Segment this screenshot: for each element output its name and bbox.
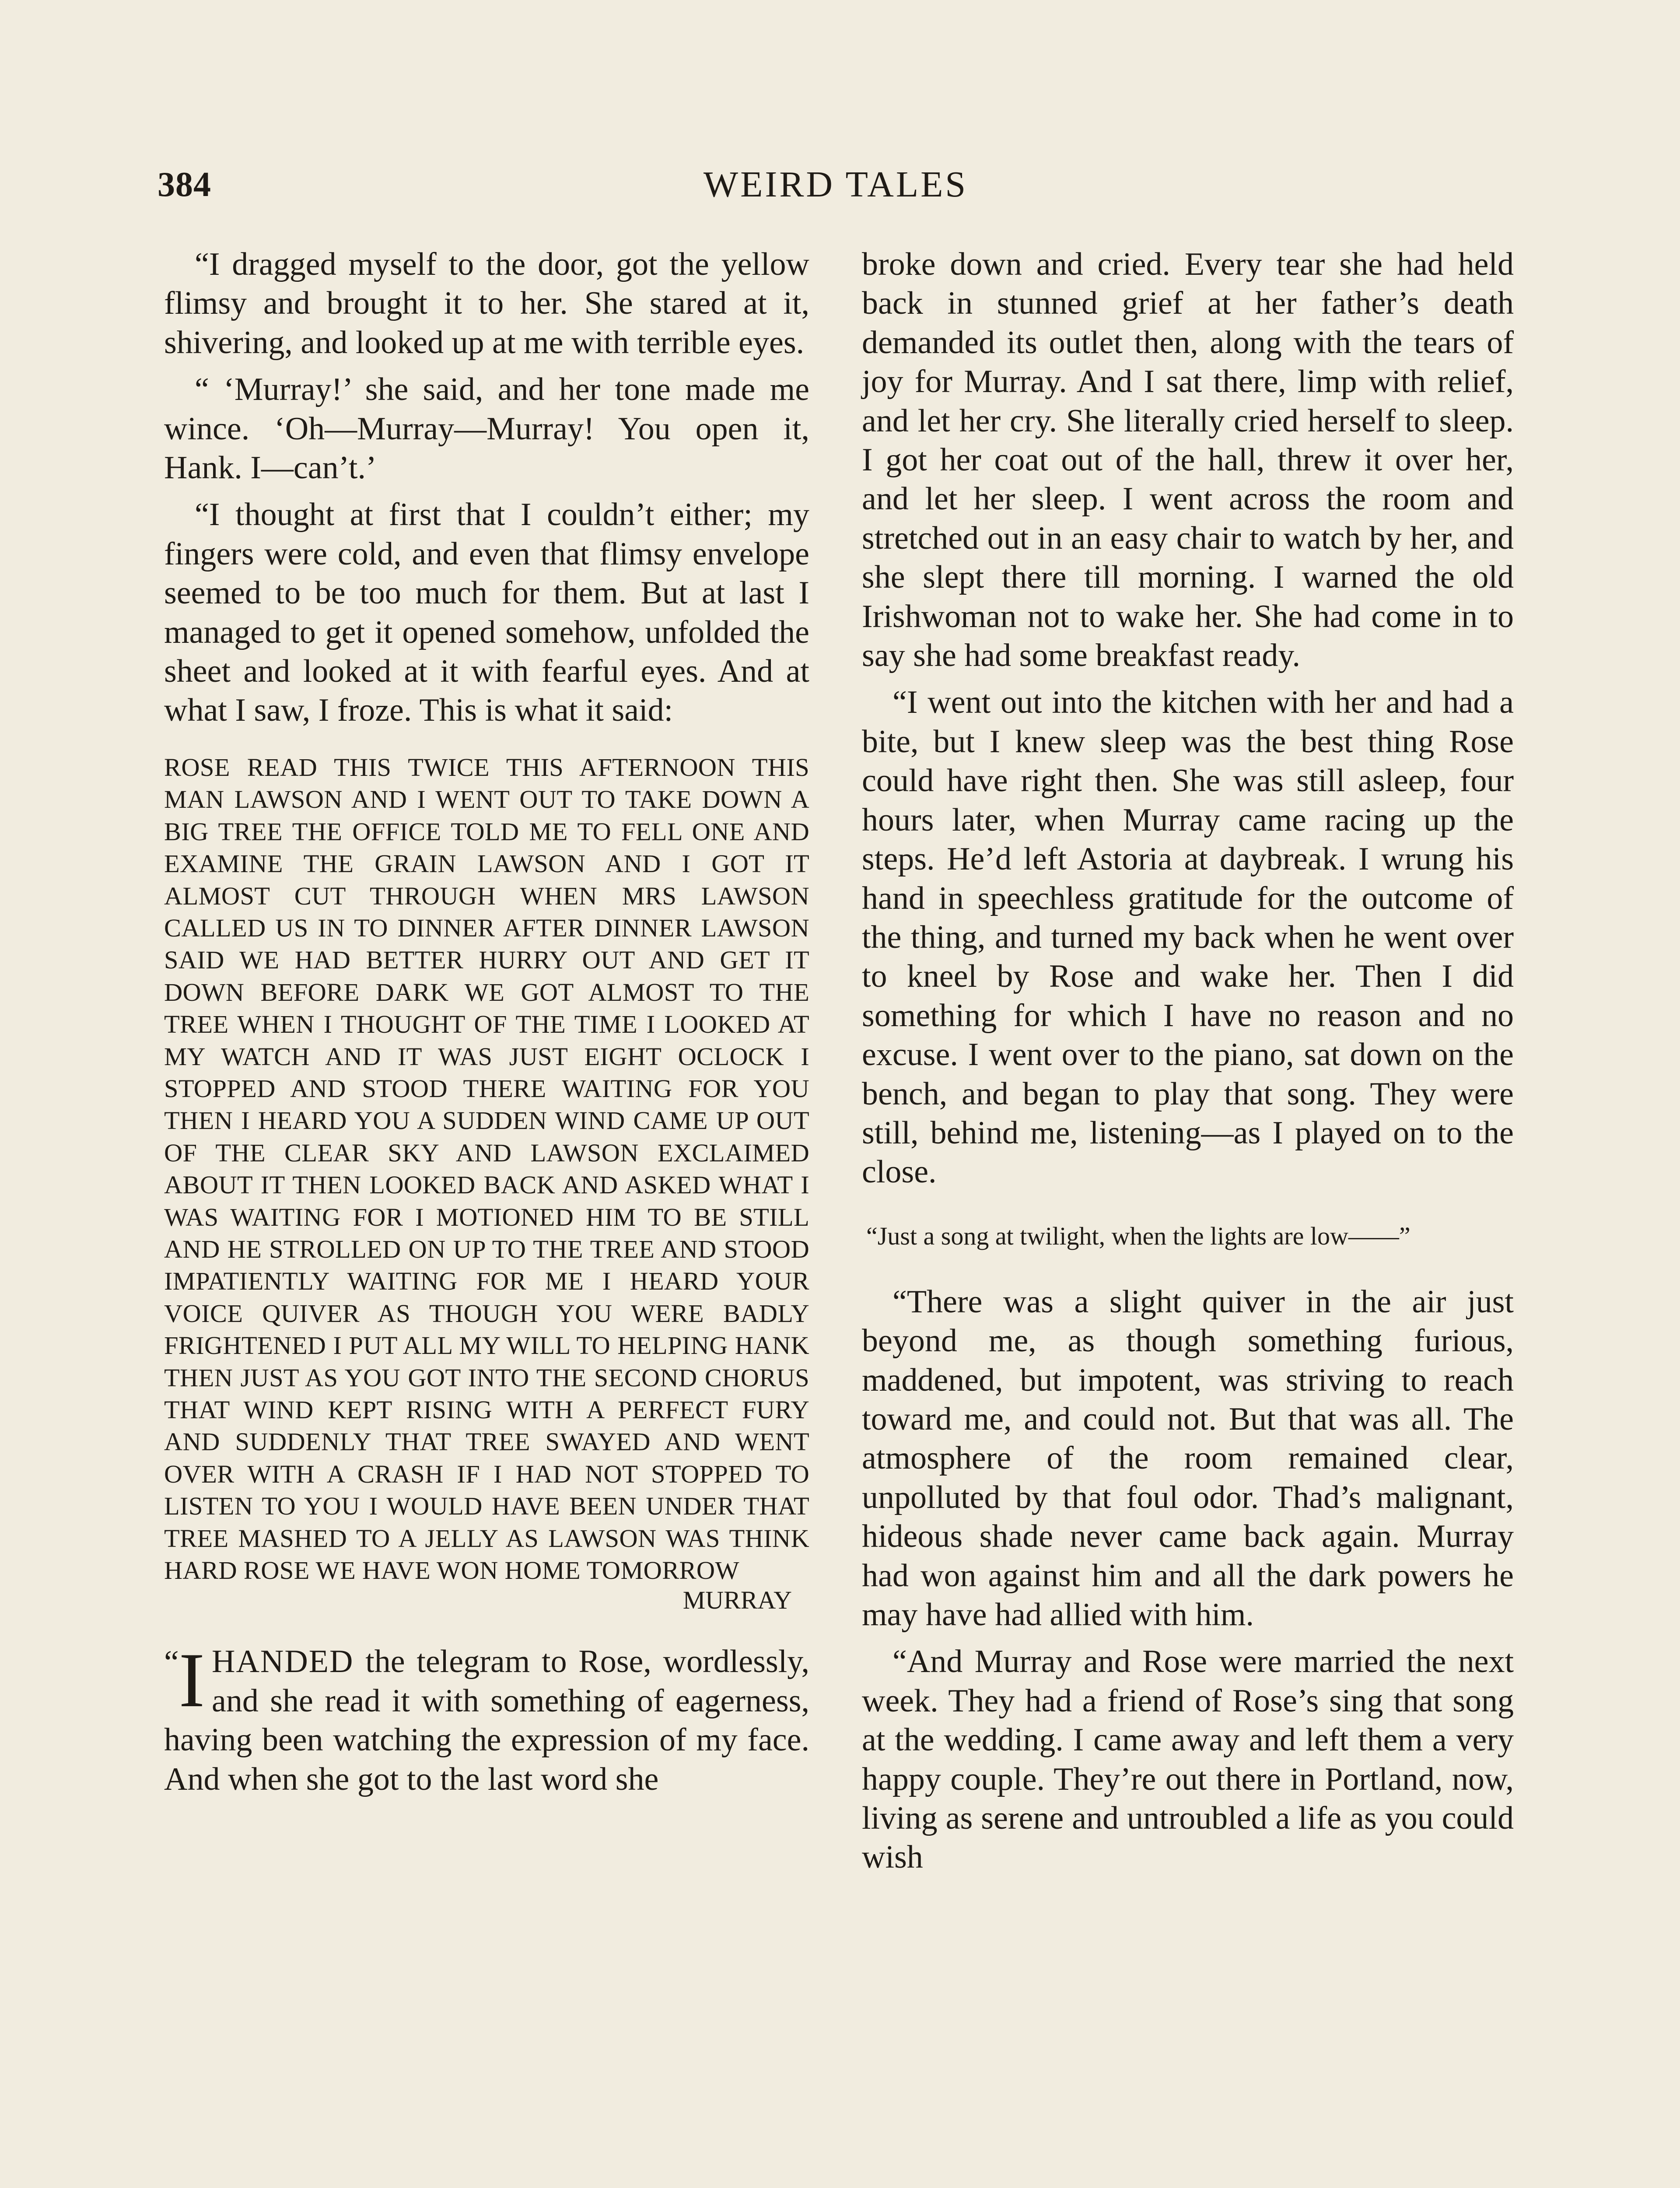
dropcap-paragraph-text: the telegram to Rose, wordlessly, and she read it with something of eagerness, having been watching the expression of my face. And when she got to the last word she — [164, 1644, 809, 1797]
left-column — [164, 245, 809, 1799]
page-number: 384 — [158, 165, 211, 204]
paragraph: “I went out into the kitchen with her and had a bite, but I knew sleep was the best thing Rose could have right then. She was still asleep, four hours later, when Murray came racing up the steps. He’d left Astoria at daybreak. I wrung his hand in speechless gratitude for the outcome of the thing, and turned my back when he went over to kneel by Rose and wake her. Then I did something for which I have no reason and no excuse. I went over to the piano, sat down on the bench, and began to play that song. They were still, behind me, listening—as I played on to the close. — [862, 684, 1514, 1190]
paragraph: “And Murray and Rose were married the next week. They had a friend of Rose’s sing that song at the wedding. I came away and left them a very happy couple. They’re out there in Portland, now, living as serene and untroubled a life as you could wish — [862, 1644, 1514, 1876]
paragraph: “I dragged myself to the door, got the yellow flimsy and brought it to her. She stared at it, shivering, and looked up at me with terrible eyes. — [164, 246, 809, 361]
telegram-signature: MURRAY — [682, 1586, 792, 1615]
dropcap-quote: “ — [164, 1644, 179, 1681]
paragraph: “I thought at first that I couldn’t either; my fingers were cold, and even that flimsy envelope seemed to be too much for them. But at last I managed to get it opened somehow, unfolded the sheet and looked at it with fearful eyes. And at what I saw, I froze. This is what it said: — [164, 497, 809, 729]
dropcap — [164, 1637, 205, 1724]
dropcap-letter: I — [178, 1637, 205, 1724]
paragraph: “There was a slight quiver in the air just beyond me, as though something furious, maddened, but impotent, was striving to reach toward me, and could not. But that was all. The atmosphere of the room remained clear, unpolluted by that foul odor. Thad’s malignant, hideous shade never came back again. Murray had won against him and all the dark powers he may have had allied with him. — [862, 1283, 1514, 1633]
running-head: WEIRD TALES — [703, 164, 968, 205]
paragraph: broke down and cried. Every tear she had held back in stunned grief at her father’s death demanded its outlet then, along with the tears of joy for Murray. And I sat there, limp with relief, and let her cry. She literally cried herself to sleep. I got her coat out of the hall, threw it over her, and let her sleep. I went across the room and stretched out in an easy chair to watch by her, and she slept there till morning. I warned the old Irishwoman not to wake her. She had come in to say she had some breakfast ready. — [862, 246, 1514, 674]
right-column — [862, 245, 1514, 1885]
small-caps-word: HANDED — [212, 1644, 354, 1680]
paragraph: “ ‘Murray!’ she said, and her tone made me wince. ‘Oh—Murray—Murray! You open it, Hank. I—can’t.’ — [164, 372, 809, 486]
telegram-text: ROSE READ THIS TWICE THIS AFTERNOON THIS MAN LAWSON AND I WENT OUT TO TAKE DOWN A BIG TREE THE OFFICE TOLD ME TO FELL ONE AND EXAMINE THE GRAIN LAWSON AND I GOT IT ALMOST CUT THROUGH WHEN MRS LAWSON CALLED US IN TO DINNER AFTER DINNER LAWSON SAID WE HAD BETTER HURRY OUT AND GET IT DOWN BEFORE DARK WE GOT ALMOST TO THE TREE WHEN I THOUGHT OF THE TIME I LOOKED AT MY WATCH AND IT WAS JUST EIGHT OCLOCK I STOPPED AND STOOD THERE WAITING FOR YOU THEN I HEARD YOU A SUDDEN WIND CAME UP OUT OF THE CLEAR SKY AND LAWSON EXCLAIMED ABOUT IT THEN LOOKED BACK AND ASKED WHAT I WAS WAITING FOR I MOTIONED HIM TO BE STILL AND HE STROLLED ON UP TO THE TREE AND STOOD IMPATIENTLY WAITING FOR ME I HEARD YOUR VOICE QUIVER AS THOUGH YOU WERE BADLY FRIGHTENED I PUT ALL MY WILL TO HELPING HANK THEN JUST AS YOU GOT INTO THE SECOND CHORUS THAT WIND KEPT RISING WITH A PERFECT FURY AND SUDDENLY THAT TREE SWAYED AND WENT OVER WITH A CRASH IF I HAD NOT STOPPED TO LISTEN TO YOU I WOULD HAVE BEEN UNDER THAT TREE MASHED TO A JELLY AS LAWSON WAS THINK HARD ROSE WE HAVE WON HOME TOMORROW — [164, 753, 809, 1585]
song-verse: “Just a song at twilight, when the lights are low——” — [866, 1221, 1410, 1250]
page-header — [158, 163, 1514, 215]
dropcap-paragraph — [164, 1637, 809, 1799]
